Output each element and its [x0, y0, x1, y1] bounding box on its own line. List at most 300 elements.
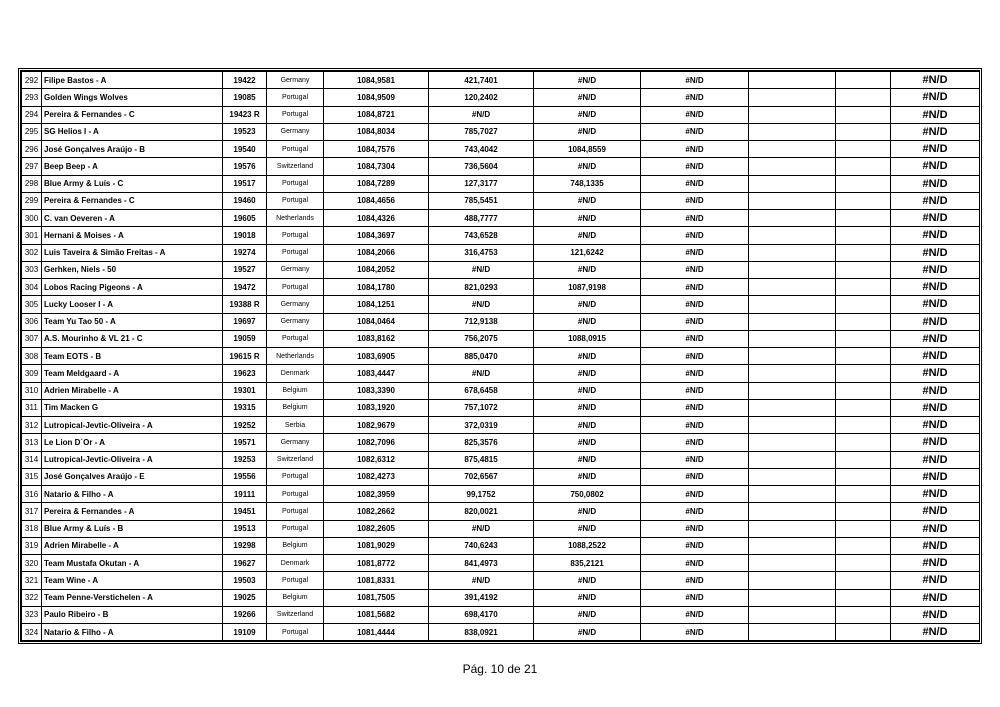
- ring-cell: 19274: [223, 244, 267, 261]
- value-1-cell: 785,7027: [429, 123, 534, 140]
- name-cell: A.S. Mourinho & VL 21 - C: [42, 330, 223, 347]
- country-cell: Belgium: [267, 537, 324, 554]
- score-cell: 1081,8772: [324, 555, 429, 572]
- score-cell: 1081,9029: [324, 537, 429, 554]
- rank-cell: 299: [22, 192, 42, 209]
- score-cell: 1083,8162: [324, 330, 429, 347]
- result-cell: #N/D: [891, 192, 980, 209]
- score-cell: 1084,0464: [324, 313, 429, 330]
- value-3-cell: #N/D: [641, 382, 749, 399]
- empty-cell: [836, 123, 891, 140]
- empty-cell: [749, 296, 836, 313]
- value-2-cell: #N/D: [534, 589, 641, 606]
- country-cell: Germany: [267, 434, 324, 451]
- value-1-cell: #N/D: [429, 261, 534, 278]
- empty-cell: [836, 313, 891, 330]
- name-cell: Beep Beep - A: [42, 158, 223, 175]
- value-3-cell: #N/D: [641, 244, 749, 261]
- ring-cell: 19315: [223, 399, 267, 416]
- score-cell: 1084,9581: [324, 72, 429, 89]
- name-cell: José Gonçalves Araújo - B: [42, 141, 223, 158]
- name-cell: Team Yu Tao 50 - A: [42, 313, 223, 330]
- result-cell: #N/D: [891, 382, 980, 399]
- empty-cell: [749, 261, 836, 278]
- table-row: [22, 365, 980, 382]
- ring-cell: 19085: [223, 89, 267, 106]
- value-1-cell: 825,3576: [429, 434, 534, 451]
- value-3-cell: #N/D: [641, 348, 749, 365]
- result-cell: #N/D: [891, 175, 980, 192]
- empty-cell: [749, 606, 836, 623]
- empty-cell: [836, 158, 891, 175]
- value-3-cell: #N/D: [641, 330, 749, 347]
- rank-cell: 307: [22, 330, 42, 347]
- score-cell: 1081,7505: [324, 589, 429, 606]
- empty-cell: [749, 624, 836, 641]
- empty-cell: [836, 520, 891, 537]
- result-cell: #N/D: [891, 210, 980, 227]
- rank-cell: 312: [22, 417, 42, 434]
- ring-cell: 19111: [223, 486, 267, 503]
- empty-cell: [836, 72, 891, 89]
- value-3-cell: #N/D: [641, 417, 749, 434]
- rank-cell: 309: [22, 365, 42, 382]
- result-cell: #N/D: [891, 399, 980, 416]
- country-cell: Germany: [267, 261, 324, 278]
- page-footer: Pág. 10 de 21: [462, 662, 538, 676]
- result-cell: #N/D: [891, 434, 980, 451]
- name-cell: Golden Wings Wolves: [42, 89, 223, 106]
- value-1-cell: 841,4973: [429, 555, 534, 572]
- result-cell: #N/D: [891, 555, 980, 572]
- score-cell: 1084,3697: [324, 227, 429, 244]
- value-1-cell: 712,9138: [429, 313, 534, 330]
- value-3-cell: #N/D: [641, 89, 749, 106]
- table-row: [22, 468, 980, 485]
- value-3-cell: #N/D: [641, 520, 749, 537]
- empty-cell: [836, 296, 891, 313]
- country-cell: Portugal: [267, 106, 324, 123]
- empty-cell: [836, 572, 891, 589]
- table-row: [22, 72, 980, 89]
- value-2-cell: #N/D: [534, 296, 641, 313]
- ring-cell: 19451: [223, 503, 267, 520]
- name-cell: Tim Macken G: [42, 399, 223, 416]
- ring-cell: 19517: [223, 175, 267, 192]
- result-cell: #N/D: [891, 72, 980, 89]
- empty-cell: [749, 72, 836, 89]
- country-cell: Switzerland: [267, 158, 324, 175]
- country-cell: Portugal: [267, 141, 324, 158]
- empty-cell: [749, 503, 836, 520]
- value-2-cell: #N/D: [534, 468, 641, 485]
- empty-cell: [749, 244, 836, 261]
- value-2-cell: 750,0802: [534, 486, 641, 503]
- value-1-cell: #N/D: [429, 520, 534, 537]
- name-cell: Team Wine - A: [42, 572, 223, 589]
- score-cell: 1083,6905: [324, 348, 429, 365]
- value-3-cell: #N/D: [641, 175, 749, 192]
- rank-cell: 298: [22, 175, 42, 192]
- result-cell: #N/D: [891, 572, 980, 589]
- empty-cell: [836, 227, 891, 244]
- empty-cell: [836, 89, 891, 106]
- country-cell: Portugal: [267, 572, 324, 589]
- empty-cell: [836, 468, 891, 485]
- ring-cell: 19605: [223, 210, 267, 227]
- empty-cell: [749, 210, 836, 227]
- score-cell: 1084,4656: [324, 192, 429, 209]
- value-2-cell: #N/D: [534, 572, 641, 589]
- value-2-cell: #N/D: [534, 106, 641, 123]
- country-cell: Switzerland: [267, 451, 324, 468]
- value-1-cell: 875,4815: [429, 451, 534, 468]
- value-3-cell: #N/D: [641, 486, 749, 503]
- table-row: [22, 89, 980, 106]
- value-1-cell: 421,7401: [429, 72, 534, 89]
- results-table: [21, 71, 980, 641]
- value-2-cell: 748,1335: [534, 175, 641, 192]
- rank-cell: 321: [22, 572, 42, 589]
- empty-cell: [749, 589, 836, 606]
- rank-cell: 300: [22, 210, 42, 227]
- country-cell: Netherlands: [267, 210, 324, 227]
- name-cell: Pereira & Fernandes - C: [42, 106, 223, 123]
- rank-cell: 310: [22, 382, 42, 399]
- value-1-cell: 885,0470: [429, 348, 534, 365]
- country-cell: Germany: [267, 72, 324, 89]
- rank-cell: 306: [22, 313, 42, 330]
- value-2-cell: #N/D: [534, 365, 641, 382]
- score-cell: 1082,6312: [324, 451, 429, 468]
- score-cell: 1082,4273: [324, 468, 429, 485]
- value-3-cell: #N/D: [641, 451, 749, 468]
- value-3-cell: #N/D: [641, 72, 749, 89]
- value-1-cell: #N/D: [429, 365, 534, 382]
- ring-cell: 19472: [223, 279, 267, 296]
- value-3-cell: #N/D: [641, 606, 749, 623]
- country-cell: Denmark: [267, 555, 324, 572]
- name-cell: Gerhken, Niels - 50: [42, 261, 223, 278]
- empty-cell: [749, 158, 836, 175]
- value-3-cell: #N/D: [641, 141, 749, 158]
- value-2-cell: #N/D: [534, 210, 641, 227]
- name-cell: Lobos Racing Pigeons - A: [42, 279, 223, 296]
- value-3-cell: #N/D: [641, 192, 749, 209]
- value-1-cell: 120,2402: [429, 89, 534, 106]
- value-1-cell: 821,0293: [429, 279, 534, 296]
- empty-cell: [749, 141, 836, 158]
- name-cell: SG Helios I - A: [42, 123, 223, 140]
- empty-cell: [836, 106, 891, 123]
- country-cell: Germany: [267, 296, 324, 313]
- name-cell: Hernani & Moises - A: [42, 227, 223, 244]
- rank-cell: 297: [22, 158, 42, 175]
- empty-cell: [749, 279, 836, 296]
- value-1-cell: 99,1752: [429, 486, 534, 503]
- country-cell: Belgium: [267, 382, 324, 399]
- score-cell: 1083,4447: [324, 365, 429, 382]
- ring-cell: 19503: [223, 572, 267, 589]
- ring-cell: 19252: [223, 417, 267, 434]
- rank-cell: 320: [22, 555, 42, 572]
- name-cell: Natario & Filho - A: [42, 624, 223, 641]
- rank-cell: 323: [22, 606, 42, 623]
- country-cell: Portugal: [267, 486, 324, 503]
- value-3-cell: #N/D: [641, 210, 749, 227]
- result-cell: #N/D: [891, 537, 980, 554]
- table-row: [22, 106, 980, 123]
- value-3-cell: #N/D: [641, 555, 749, 572]
- result-cell: #N/D: [891, 313, 980, 330]
- ring-cell: 19301: [223, 382, 267, 399]
- value-3-cell: #N/D: [641, 313, 749, 330]
- ring-cell: 19615 R: [223, 348, 267, 365]
- score-cell: 1084,1780: [324, 279, 429, 296]
- ring-cell: 19527: [223, 261, 267, 278]
- table-row: [22, 399, 980, 416]
- country-cell: Portugal: [267, 520, 324, 537]
- result-cell: #N/D: [891, 365, 980, 382]
- rank-cell: 305: [22, 296, 42, 313]
- ring-cell: 19422: [223, 72, 267, 89]
- score-cell: 1084,7304: [324, 158, 429, 175]
- country-cell: Portugal: [267, 330, 324, 347]
- value-1-cell: 740,6243: [429, 537, 534, 554]
- empty-cell: [836, 399, 891, 416]
- result-cell: #N/D: [891, 520, 980, 537]
- table-row: [22, 227, 980, 244]
- value-1-cell: #N/D: [429, 106, 534, 123]
- value-2-cell: 1084,8559: [534, 141, 641, 158]
- value-3-cell: #N/D: [641, 624, 749, 641]
- name-cell: Filipe Bastos - A: [42, 72, 223, 89]
- ring-cell: 19059: [223, 330, 267, 347]
- value-1-cell: 743,4042: [429, 141, 534, 158]
- value-1-cell: 316,4753: [429, 244, 534, 261]
- empty-cell: [836, 417, 891, 434]
- score-cell: 1084,8721: [324, 106, 429, 123]
- empty-cell: [836, 210, 891, 227]
- score-cell: 1084,7289: [324, 175, 429, 192]
- table-row: [22, 296, 980, 313]
- name-cell: Pereira & Fernandes - C: [42, 192, 223, 209]
- name-cell: Team EOTS - B: [42, 348, 223, 365]
- value-1-cell: 698,4170: [429, 606, 534, 623]
- value-3-cell: #N/D: [641, 589, 749, 606]
- empty-cell: [836, 244, 891, 261]
- value-1-cell: 736,5604: [429, 158, 534, 175]
- value-2-cell: #N/D: [534, 399, 641, 416]
- value-3-cell: #N/D: [641, 106, 749, 123]
- value-1-cell: 785,5451: [429, 192, 534, 209]
- value-2-cell: #N/D: [534, 123, 641, 140]
- rank-cell: 294: [22, 106, 42, 123]
- ring-cell: 19523: [223, 123, 267, 140]
- value-2-cell: #N/D: [534, 261, 641, 278]
- table-row: [22, 451, 980, 468]
- value-3-cell: #N/D: [641, 279, 749, 296]
- value-2-cell: #N/D: [534, 520, 641, 537]
- empty-cell: [836, 434, 891, 451]
- empty-cell: [836, 261, 891, 278]
- country-cell: Portugal: [267, 192, 324, 209]
- empty-cell: [836, 365, 891, 382]
- empty-cell: [836, 589, 891, 606]
- empty-cell: [749, 572, 836, 589]
- value-2-cell: #N/D: [534, 434, 641, 451]
- rank-cell: 316: [22, 486, 42, 503]
- table-body: [22, 72, 980, 641]
- name-cell: Le Lion D´Or - A: [42, 434, 223, 451]
- result-cell: #N/D: [891, 279, 980, 296]
- value-2-cell: 121,6242: [534, 244, 641, 261]
- country-cell: Portugal: [267, 624, 324, 641]
- country-cell: Germany: [267, 123, 324, 140]
- empty-cell: [836, 555, 891, 572]
- table-row: [22, 589, 980, 606]
- value-2-cell: #N/D: [534, 89, 641, 106]
- table-row: [22, 417, 980, 434]
- rank-cell: 295: [22, 123, 42, 140]
- empty-cell: [836, 624, 891, 641]
- results-table-container: [18, 68, 982, 644]
- table-row: [22, 141, 980, 158]
- ring-cell: 19627: [223, 555, 267, 572]
- value-2-cell: #N/D: [534, 451, 641, 468]
- country-cell: Portugal: [267, 244, 324, 261]
- ring-cell: 19266: [223, 606, 267, 623]
- name-cell: C. van Oeveren - A: [42, 210, 223, 227]
- table-row: [22, 348, 980, 365]
- empty-cell: [836, 141, 891, 158]
- empty-cell: [836, 382, 891, 399]
- ring-cell: 19018: [223, 227, 267, 244]
- value-1-cell: 743,6528: [429, 227, 534, 244]
- country-cell: Belgium: [267, 399, 324, 416]
- result-cell: #N/D: [891, 417, 980, 434]
- empty-cell: [749, 330, 836, 347]
- rank-cell: 313: [22, 434, 42, 451]
- table-row: [22, 279, 980, 296]
- country-cell: Portugal: [267, 89, 324, 106]
- score-cell: 1084,1251: [324, 296, 429, 313]
- country-cell: Serbia: [267, 417, 324, 434]
- empty-cell: [836, 192, 891, 209]
- value-2-cell: #N/D: [534, 158, 641, 175]
- result-cell: #N/D: [891, 486, 980, 503]
- empty-cell: [836, 279, 891, 296]
- table-row: [22, 434, 980, 451]
- name-cell: Blue Army & Luís - C: [42, 175, 223, 192]
- ring-cell: 19460: [223, 192, 267, 209]
- rank-cell: 318: [22, 520, 42, 537]
- country-cell: Portugal: [267, 227, 324, 244]
- value-1-cell: 702,6567: [429, 468, 534, 485]
- country-cell: Switzerland: [267, 606, 324, 623]
- score-cell: 1084,2066: [324, 244, 429, 261]
- rank-cell: 311: [22, 399, 42, 416]
- score-cell: 1082,2605: [324, 520, 429, 537]
- score-cell: 1082,3959: [324, 486, 429, 503]
- result-cell: #N/D: [891, 503, 980, 520]
- rank-cell: 302: [22, 244, 42, 261]
- result-cell: #N/D: [891, 141, 980, 158]
- table-row: [22, 192, 980, 209]
- value-1-cell: 838,0921: [429, 624, 534, 641]
- empty-cell: [749, 175, 836, 192]
- value-3-cell: #N/D: [641, 158, 749, 175]
- value-1-cell: 820,0021: [429, 503, 534, 520]
- value-3-cell: #N/D: [641, 261, 749, 278]
- ring-cell: 19513: [223, 520, 267, 537]
- empty-cell: [749, 192, 836, 209]
- empty-cell: [836, 486, 891, 503]
- value-2-cell: #N/D: [534, 313, 641, 330]
- empty-cell: [749, 382, 836, 399]
- table-row: [22, 520, 980, 537]
- table-row: [22, 555, 980, 572]
- empty-cell: [749, 348, 836, 365]
- empty-cell: [749, 520, 836, 537]
- table-row: [22, 537, 980, 554]
- value-3-cell: #N/D: [641, 537, 749, 554]
- value-3-cell: #N/D: [641, 503, 749, 520]
- ring-cell: 19253: [223, 451, 267, 468]
- empty-cell: [836, 175, 891, 192]
- empty-cell: [749, 313, 836, 330]
- empty-cell: [749, 365, 836, 382]
- score-cell: 1083,1920: [324, 399, 429, 416]
- value-2-cell: 1088,0915: [534, 330, 641, 347]
- ring-cell: 19298: [223, 537, 267, 554]
- name-cell: Lucky Looser I - A: [42, 296, 223, 313]
- result-cell: #N/D: [891, 158, 980, 175]
- value-2-cell: #N/D: [534, 417, 641, 434]
- ring-cell: 19388 R: [223, 296, 267, 313]
- result-cell: #N/D: [891, 227, 980, 244]
- value-2-cell: #N/D: [534, 348, 641, 365]
- value-3-cell: #N/D: [641, 468, 749, 485]
- value-2-cell: 1088,2522: [534, 537, 641, 554]
- table-row: [22, 123, 980, 140]
- value-1-cell: 756,2075: [429, 330, 534, 347]
- table-row: [22, 313, 980, 330]
- value-3-cell: #N/D: [641, 572, 749, 589]
- country-cell: Portugal: [267, 503, 324, 520]
- table-row: [22, 175, 980, 192]
- score-cell: 1084,9509: [324, 89, 429, 106]
- empty-cell: [749, 417, 836, 434]
- rank-cell: 324: [22, 624, 42, 641]
- score-cell: 1084,2052: [324, 261, 429, 278]
- table-row: [22, 503, 980, 520]
- table-row: [22, 486, 980, 503]
- ring-cell: 19423 R: [223, 106, 267, 123]
- empty-cell: [749, 537, 836, 554]
- result-cell: #N/D: [891, 106, 980, 123]
- empty-cell: [749, 451, 836, 468]
- ring-cell: 19576: [223, 158, 267, 175]
- rank-cell: 292: [22, 72, 42, 89]
- value-1-cell: 488,7777: [429, 210, 534, 227]
- rank-cell: 308: [22, 348, 42, 365]
- empty-cell: [836, 503, 891, 520]
- name-cell: Blue Army & Luís - B: [42, 520, 223, 537]
- empty-cell: [749, 555, 836, 572]
- result-cell: #N/D: [891, 330, 980, 347]
- empty-cell: [749, 399, 836, 416]
